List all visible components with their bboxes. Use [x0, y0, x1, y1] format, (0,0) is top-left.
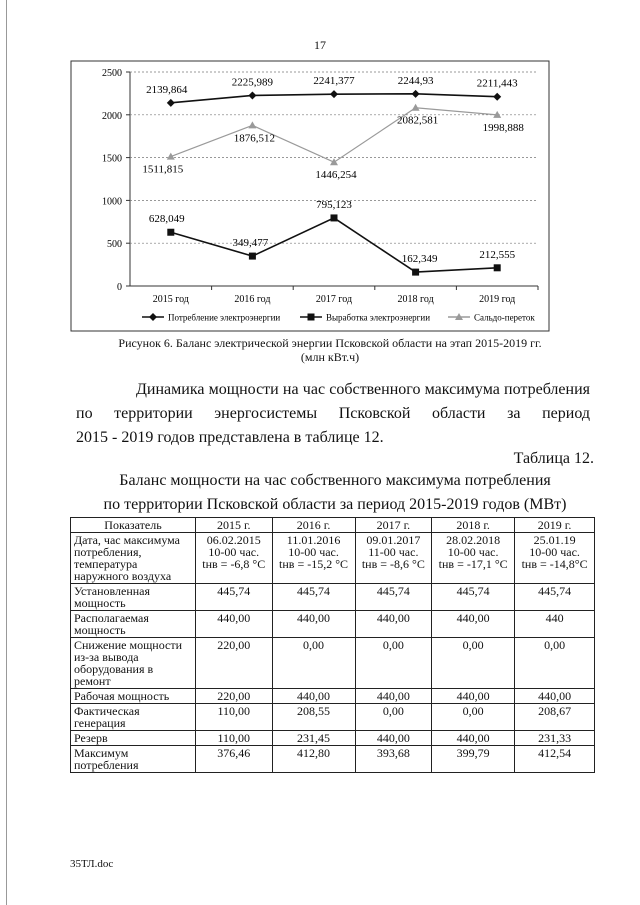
table-label: Таблица 12.: [513, 450, 594, 467]
y-tick-label: 2500: [102, 68, 122, 79]
date-cell: 11.01.2016 10-00 час. tнв = -15,2 °С: [272, 533, 355, 584]
file-name-footer: 35ТЛ.doc: [70, 858, 114, 870]
value-cell: 110,00: [196, 704, 273, 731]
data-point: [149, 313, 157, 321]
row-label: Резерв: [71, 731, 196, 746]
value-cell: 440,00: [272, 611, 355, 638]
data-point: [330, 158, 338, 165]
paragraph-line-3: 2015 - 2019 годов представлена в таблице 12.: [76, 429, 384, 446]
date-cell: 06.02.2015 10-00 час. tнв = -6,8 °С: [196, 533, 273, 584]
y-tick-label: 0: [117, 282, 122, 293]
date-cell: 09.01.2017 11-00 час. tнв = -8,6 °С: [355, 533, 432, 584]
data-point: [331, 214, 338, 221]
value-cell: 208,55: [272, 704, 355, 731]
data-point: [167, 229, 174, 236]
table-row: [71, 746, 595, 773]
row-label: Располагаемая мощность: [71, 611, 196, 638]
table-row: [71, 689, 595, 704]
value-cell: 440,00: [432, 611, 515, 638]
date-cell: 25.01.19 10-00 час. tнв = -14,8°С: [515, 533, 595, 584]
value-cell: 440,00: [272, 689, 355, 704]
value-cell: 440,00: [515, 689, 595, 704]
table-title-line-2: по территории Псковской области за период 2015-2019 годов (МВт): [103, 496, 567, 513]
value-cell: 445,74: [272, 584, 355, 611]
data-label: 212,555: [479, 248, 516, 261]
data-label: 1998,888: [482, 121, 524, 134]
data-point: [248, 121, 256, 128]
value-cell: 440,00: [432, 689, 515, 704]
data-label: 2241,377: [313, 75, 355, 88]
data-point: [493, 93, 501, 101]
value-cell: 0,00: [355, 704, 432, 731]
value-cell: 445,74: [515, 584, 595, 611]
header-cell: Показатель: [71, 518, 196, 533]
row-label: Фактическая генерация: [71, 704, 196, 731]
y-tick-label: 1000: [102, 196, 122, 208]
figure-caption: [90, 336, 570, 364]
data-label: 795,123: [316, 198, 352, 211]
table-row: [71, 704, 595, 731]
data-point: [249, 253, 256, 260]
table-row: [71, 584, 595, 611]
data-label: 2082,581: [396, 114, 439, 127]
caption-line-1: Рисунок 6. Баланс электрической энергии Псковской области на этап 2015-2019 гг.: [118, 336, 542, 350]
legend-label: Выработка электроэнергии: [326, 312, 431, 323]
data-label: 2139,864: [146, 83, 188, 96]
data-point: [412, 269, 419, 276]
value-cell: 376,46: [196, 746, 273, 773]
x-tick-label: 2017 год: [315, 294, 353, 305]
legend-label: Сальдо-переток: [474, 312, 535, 323]
value-cell: 0,00: [355, 638, 432, 689]
value-cell: 399,79: [432, 746, 515, 773]
x-tick-label: 2016 год: [234, 294, 271, 305]
data-point: [308, 314, 315, 321]
page-edge-line: [6, 0, 7, 905]
data-label: 1876,512: [233, 132, 276, 145]
data-point: [412, 90, 420, 98]
y-tick-label: 2000: [102, 110, 122, 122]
data-label: 2211,443: [476, 77, 518, 90]
value-cell: 440: [515, 611, 595, 638]
value-cell: 445,74: [196, 584, 273, 611]
data-point: [494, 264, 501, 271]
legend-label: Потребление электроэнергии: [168, 312, 281, 323]
value-cell: 220,00: [196, 638, 273, 689]
data-point: [330, 90, 338, 98]
page-number: 17: [314, 38, 326, 52]
data-point: [412, 104, 420, 111]
y-tick-label: 1500: [102, 153, 122, 165]
table-title: [70, 469, 600, 517]
data-label: 1446,254: [315, 169, 357, 182]
value-cell: 440,00: [432, 731, 515, 746]
value-cell: 440,00: [196, 611, 273, 638]
header-cell: 2015 г.: [196, 518, 273, 533]
row-label: Дата, час максимума потребления, температура наружного воздуха: [71, 533, 196, 584]
value-cell: 393,68: [355, 746, 432, 773]
data-label: 2244,93: [397, 74, 434, 87]
data-point: [167, 99, 175, 107]
table-row: [71, 611, 595, 638]
paragraph-line-1: Динамика мощности на час собственного максимума потребления: [136, 381, 590, 398]
value-cell: 231,33: [515, 731, 595, 746]
y-tick-label: 500: [107, 239, 122, 251]
value-cell: 445,74: [355, 584, 432, 611]
value-cell: 440,00: [355, 731, 432, 746]
table-row: [71, 638, 595, 689]
value-cell: 110,00: [196, 731, 273, 746]
value-cell: 231,45: [272, 731, 355, 746]
x-tick-label: 2018 год: [397, 294, 434, 305]
value-cell: 440,00: [355, 689, 432, 704]
row-label: Снижение мощности из-за вывода оборудования в ремонт: [71, 638, 196, 689]
row-label: Установленная мощность: [71, 584, 196, 611]
data-label: 162,349: [401, 253, 438, 266]
value-cell: 0,00: [432, 704, 515, 731]
row-label: Максимум потребления: [71, 746, 196, 773]
table-title-line-1: Баланс мощности на час собственного максимума потребления: [119, 472, 551, 489]
header-cell: 2019 г.: [515, 518, 595, 533]
value-cell: 412,80: [272, 746, 355, 773]
table-header-row: [71, 518, 595, 533]
series-line: [171, 218, 497, 272]
value-cell: 0,00: [432, 638, 515, 689]
data-label: 1511,815: [142, 163, 184, 176]
energy-balance-chart: [70, 60, 550, 332]
table-row: [71, 533, 595, 584]
header-cell: 2018 г.: [432, 518, 515, 533]
header-cell: 2017 г.: [355, 518, 432, 533]
body-paragraph: [76, 378, 590, 450]
x-tick-label: 2015 год: [152, 294, 189, 305]
value-cell: 440,00: [355, 611, 432, 638]
chart-frame: [71, 61, 549, 331]
data-label: 628,049: [148, 213, 185, 226]
power-balance-table: [70, 517, 595, 773]
value-cell: 0,00: [272, 638, 355, 689]
table-row: [71, 731, 595, 746]
caption-line-2: (млн кВт.ч): [300, 350, 360, 364]
value-cell: 208,67: [515, 704, 595, 731]
value-cell: 0,00: [515, 638, 595, 689]
x-tick-label: 2019 год: [479, 294, 516, 305]
value-cell: 220,00: [196, 689, 273, 704]
data-label: 2225,989: [231, 76, 274, 89]
data-label: 349,477: [232, 237, 269, 250]
data-point: [248, 91, 256, 99]
row-label: Рабочая мощность: [71, 689, 196, 704]
series-line: [171, 108, 497, 162]
header-cell: 2016 г.: [272, 518, 355, 533]
value-cell: 445,74: [432, 584, 515, 611]
paragraph-line-2: по территории энергосистемы Псковской области за период: [76, 405, 590, 422]
date-cell: 28.02.2018 10-00 час. tнв = -17,1 °С: [432, 533, 515, 584]
value-cell: 412,54: [515, 746, 595, 773]
